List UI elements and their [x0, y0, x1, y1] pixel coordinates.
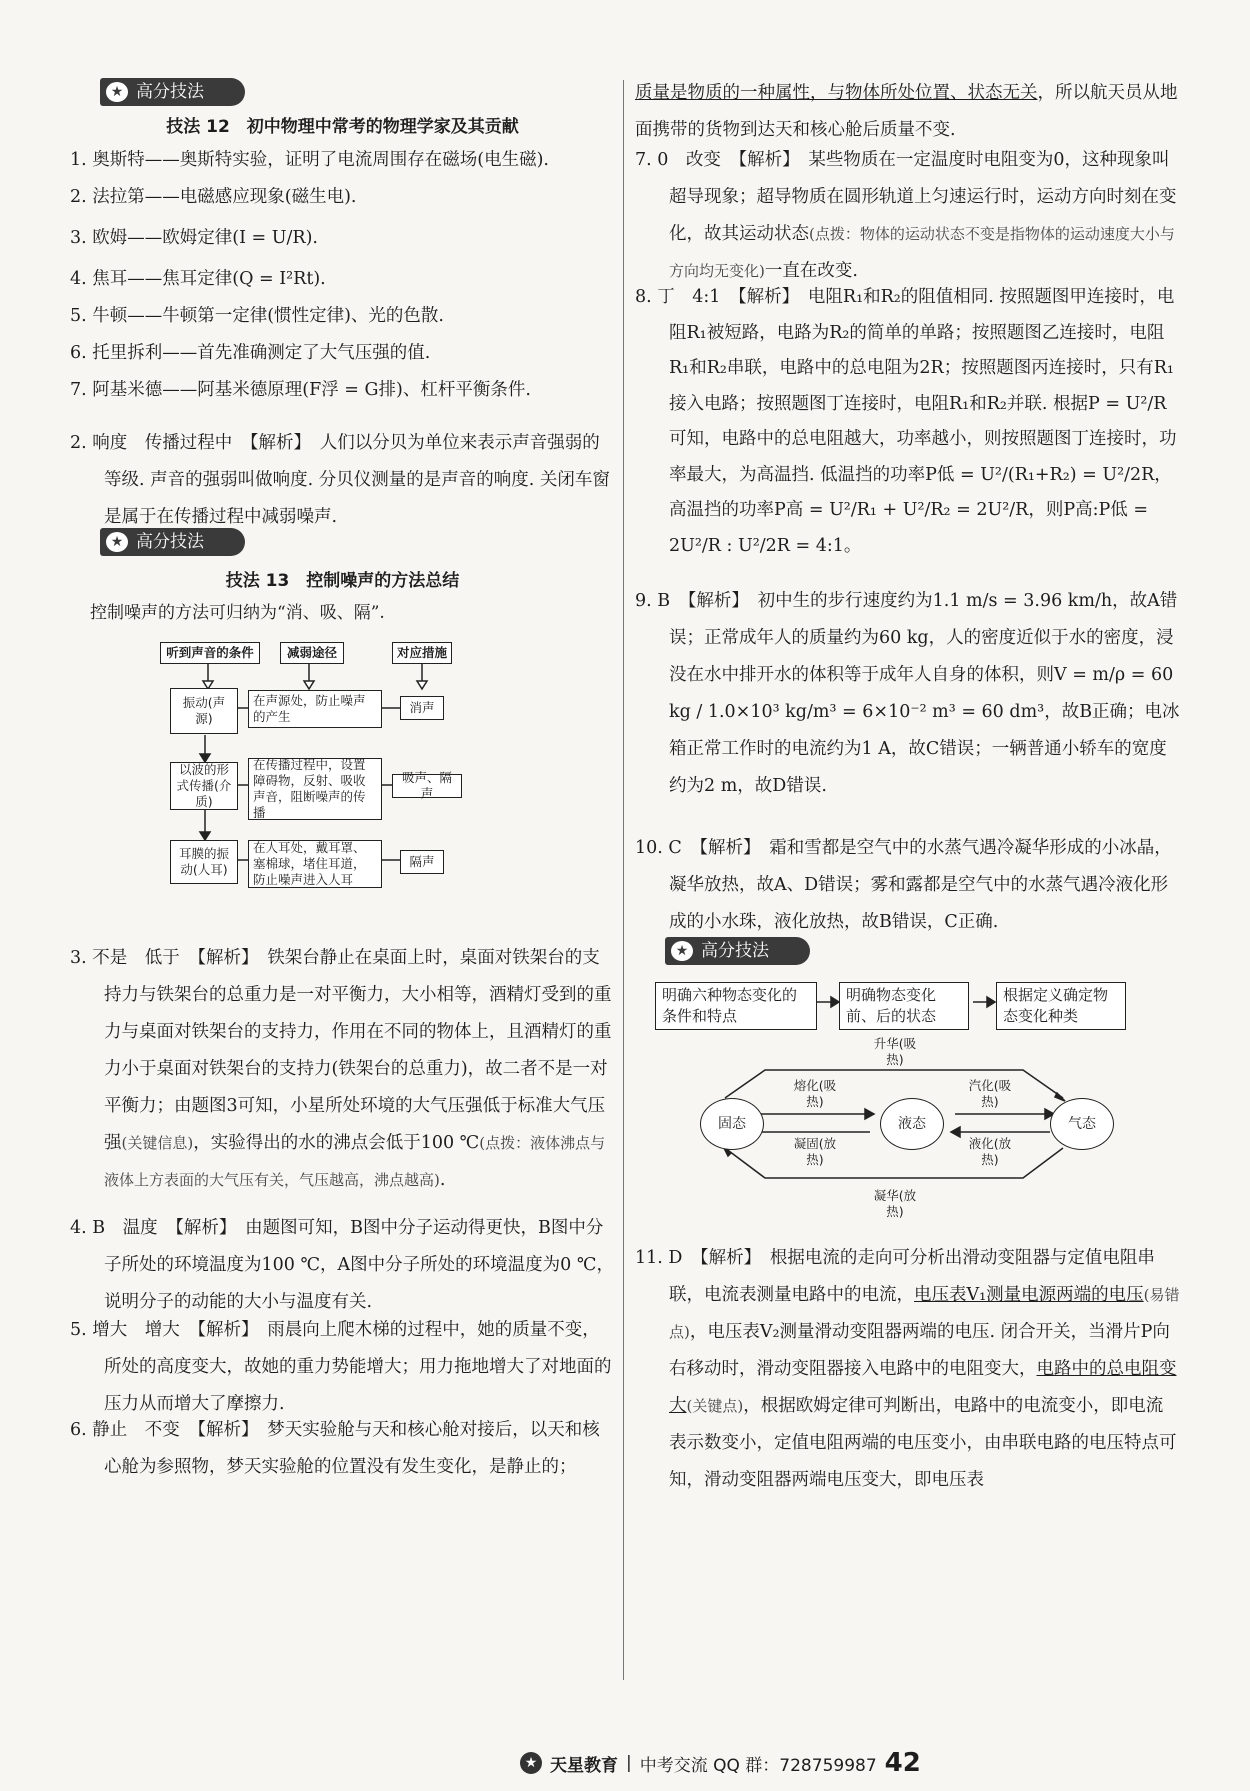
label-liquefaction: 液化(放热)	[965, 1136, 1015, 1168]
answer-6-cont-text: ，所以航天员从地面携带的货物到达天和核心舱后质量不变.	[635, 83, 1178, 140]
step-3: 根据定义确定物态变化种类	[996, 982, 1126, 1030]
flow-head-conditions: 听到声音的条件	[160, 642, 260, 664]
answer-9	[635, 583, 1180, 805]
label-freezing: 凝固(放热)	[790, 1136, 840, 1168]
answer-4-text: 4. B 温度 【解析】 由题图可知，B图中分子运动得更快，B图中分子所处的环境温度为100 ℃，A图中分子所处的环境温度为0 ℃，说明分子的动能的大小与温度有关.	[70, 1218, 614, 1312]
answer-3-tip: (关键信息)	[121, 1134, 194, 1152]
answer-9-text: 9. B 【解析】 初中生的步行速度约为1.1 m/s = 3.96 km/h，故A错误；正常成年人的质量约为60 kg，人的密度近似于水的密度，浸没在水中排开水的体积等于成年人自身的体积，则V = m/ρ = 60 kg / 1.0×10³ kg/m³ = 6×10⁻² m³ = 60 dm³，故B正确；电冰箱正常工作时的电流约为1 A，故C错误；一辆普通小轿车的宽度约为2 m，故D错误.	[635, 591, 1180, 796]
footer-brand: 天星教育	[550, 1755, 618, 1776]
label-deposition: 凝华(放热)	[870, 1188, 920, 1220]
tech13-title: 技法 13 控制噪声的方法总结	[225, 571, 460, 591]
badge-label: 高分技法	[136, 532, 204, 552]
step-2: 明确物态变化前、后的状态	[839, 982, 969, 1030]
answer-3-end: .	[439, 1170, 446, 1190]
label-sublimation: 升华(吸热)	[870, 1036, 920, 1068]
tip-badge-2	[100, 528, 245, 556]
answer-11-part: 11. D 【解析】 根据电流的走向可分析出滑动变阻器与定值电阻串联，电流表测量电路中的电流，	[635, 1248, 1155, 1305]
answer-2	[70, 425, 615, 536]
answer-11-text	[635, 1240, 1180, 1499]
tech12-item: 5. 牛顿——牛顿第一定律(惯性定律)、光的色散.	[70, 306, 444, 326]
page-footer	[520, 1748, 921, 1778]
state-gas: 气态	[1050, 1098, 1114, 1150]
tech12-item: 1. 奥斯特——奥斯特实验，证明了电流周围存在磁场(电生磁).	[70, 150, 549, 170]
answer-3-mid: ，实验得出的水的沸点会低于100 ℃	[193, 1133, 480, 1153]
answer-11-part: ，根据欧姆定律可判断出，电路中的电流变小，即电流表示数变小，定值电阻两端的电压变小，由串联电路的电压特点可知，滑动变阻器两端电压变大，即电压表	[669, 1396, 1177, 1490]
answer-8	[635, 280, 1180, 564]
tech12-item: 3. 欧姆——欧姆定律(I = U/R).	[70, 228, 318, 248]
answer-4	[70, 1210, 615, 1321]
footer-separator: |	[626, 1753, 632, 1773]
flow-measure-1: 消声	[400, 696, 444, 720]
column-divider	[623, 80, 624, 1680]
page-number: 42	[884, 1748, 921, 1778]
answer-7-body: 7. 0 改变 【解析】 某些物质在一定温度时电阻变为0，这种现象叫超导现象；超导物质在圆形轨道上匀速运行时，运动方向时刻在变化，故其运动状态	[635, 150, 1177, 244]
badge-label: 高分技法	[136, 82, 204, 102]
star-icon: ★	[106, 532, 128, 552]
answer-7-end: 一直在改变.	[764, 261, 858, 281]
star-logo-icon: ★	[520, 1752, 542, 1774]
label-vaporization: 汽化(吸热)	[965, 1078, 1015, 1110]
answer-10	[635, 830, 1180, 941]
answer-6-underline: 质量是物质的一种属性，与物体所处位置、状态无关	[635, 83, 1038, 103]
answer-11	[635, 1240, 1180, 1499]
flow-cond-eardrum: 耳膜的振动(人耳)	[170, 840, 238, 884]
answer-3-body: 3. 不是 低于 【解析】 铁架台静止在桌面上时，桌面对铁架台的支持力与铁架台的总重力是一对平衡力，大小相等，酒精灯受到的重力与桌面对铁架台的支持力，作用在不同的物体上，且酒精灯的重力小于桌面对铁架台的支持力(铁架台的总重力)，故二者不是一对平衡力；由题图3可知，小星所处环境的大气压强低于标准大气压强	[70, 948, 612, 1153]
flow-head-ways: 减弱途径	[280, 642, 344, 664]
tech12-title: 技法 12 初中物理中常考的物理学家及其贡献	[166, 117, 519, 137]
badge-label: 高分技法	[701, 941, 769, 961]
answer-2-text: 2. 响度 传播过程中 【解析】 人们以分贝为单位来表示声音强弱的等级. 声音的强弱叫做响度. 分贝仪测量的是声音的响度. 关闭车窗是属于在传播过程中减弱噪声.	[70, 433, 610, 527]
tech13-intro: 控制噪声的方法可归纳为“消、吸、隔”.	[90, 603, 385, 623]
answer-10-text: 10. C 【解析】 霜和雪都是空气中的水蒸气遇冷凝华形成的小冰晶，凝华放热，故A、D错误；雾和露都是空气中的水蒸气遇冷液化形成的小水珠，液化放热，故B错误，C正确.	[635, 838, 1172, 932]
answer-11-underline: 电压表V₁测量电源两端的电压	[914, 1285, 1144, 1305]
answer-7-tip: (点拨：物体的运动状态不变是指物体的运动速度大小与方向均无变化)	[669, 225, 1175, 280]
flow-head-measures: 对应措施	[392, 642, 452, 664]
answer-6-cont	[635, 75, 1180, 149]
answer-6-text: 6. 静止 不变 【解析】 梦天实验舱与天和核心舱对接后，以天和核心舱为参照物，梦天实验舱的位置没有发生变化，是静止的；	[70, 1420, 600, 1477]
step-1: 明确六种物态变化的条件和特点	[655, 982, 817, 1030]
tech12-item: 6. 托里拆利——首先准确测定了大气压强的值.	[70, 343, 431, 363]
answer-8-text: 8. 丁 4:1 【解析】 电阻R₁和R₂的阻值相同. 按照题图甲连接时，电阻R₁被短路，电路为R₂的简单的单路；按照题图乙连接时，电阻R₁和R₂串联，电路中的总电阻为2R；按照题图丙连接时，只有R₁接入电路；按照题图丁连接时，电阻R₁和R₂并联. 根据P = U²/R可知，电路中的总电阻越大，功率越小，则按照题图丁连接时，功率最大，为高温挡. 低温挡的功率P低 = U²/(R₁+R₂) = U²/2R，高温挡的功率P高 = U²/R₁ + U²/R₂ = 2U²/R，则P高:P低 = 2U²/R : U²/2R = 4:1。	[635, 287, 1177, 556]
star-icon: ★	[106, 82, 128, 102]
flow-measure-2: 吸声、隔声	[392, 774, 462, 798]
answer-5-text: 5. 增大 增大 【解析】 雨晨向上爬木梯的过程中，她的质量不变，所处的高度变大，故她的重力势能增大；用力拖地增大了对地面的压力从而增大了摩擦力.	[70, 1320, 612, 1414]
answer-11-tip: (关键点)	[686, 1397, 744, 1415]
tech12-list	[70, 142, 615, 409]
answer-7-text	[635, 142, 1180, 290]
answer-3-tip: (点拨：液体沸点与液体上方表面的大气压有关，气压越高，沸点越高)	[104, 1134, 606, 1189]
answer-11-underline: 电路中的总电阻变大	[669, 1359, 1177, 1416]
state-solid: 固态	[700, 1098, 764, 1150]
answer-3-text	[70, 940, 615, 1199]
answer-11-tip: (易错点)	[669, 1286, 1180, 1341]
noise-flowchart	[166, 640, 540, 890]
tip-badge-3	[665, 937, 810, 965]
answer-7	[635, 142, 1180, 290]
answer-3	[70, 940, 615, 1199]
tech12-item: 2. 法拉第——电磁感应现象(磁生电).	[70, 187, 357, 207]
flow-way-path: 在传播过程中，设置障碍物，反射、吸收声音，阻断噪声的传播	[248, 758, 382, 820]
answer-6	[70, 1412, 615, 1486]
answer-5	[70, 1312, 615, 1423]
footer-contact: 中考交流 QQ 群：728759987	[639, 1755, 877, 1776]
flow-cond-vibration: 振动(声源)	[170, 688, 238, 734]
state-liquid: 液态	[880, 1098, 944, 1150]
flow-cond-propagation: 以波的形式传播(介质)	[170, 762, 238, 810]
answer-11-part: ，电压表V₂测量滑动变阻器两端的电压. 闭合开关，当滑片P向右移动时，滑动变阻器接入电路中的电阻变大，	[669, 1322, 1170, 1379]
tech12-item: 7. 阿基米德——阿基米德原理(F浮 = G排)、杠杆平衡条件.	[70, 380, 531, 400]
flow-way-ear: 在人耳处，戴耳罩、塞棉球，堵住耳道，防止噪声进入人耳	[248, 840, 382, 888]
tip-badge-1	[100, 78, 245, 106]
flow-measure-3: 隔声	[400, 850, 444, 874]
star-icon: ★	[671, 941, 693, 961]
flow-way-source: 在声源处，防止噪声的产生	[248, 690, 382, 728]
tech12-item: 4. 焦耳——焦耳定律(Q = I²Rt).	[70, 269, 326, 289]
label-melting: 熔化(吸热)	[790, 1078, 840, 1110]
